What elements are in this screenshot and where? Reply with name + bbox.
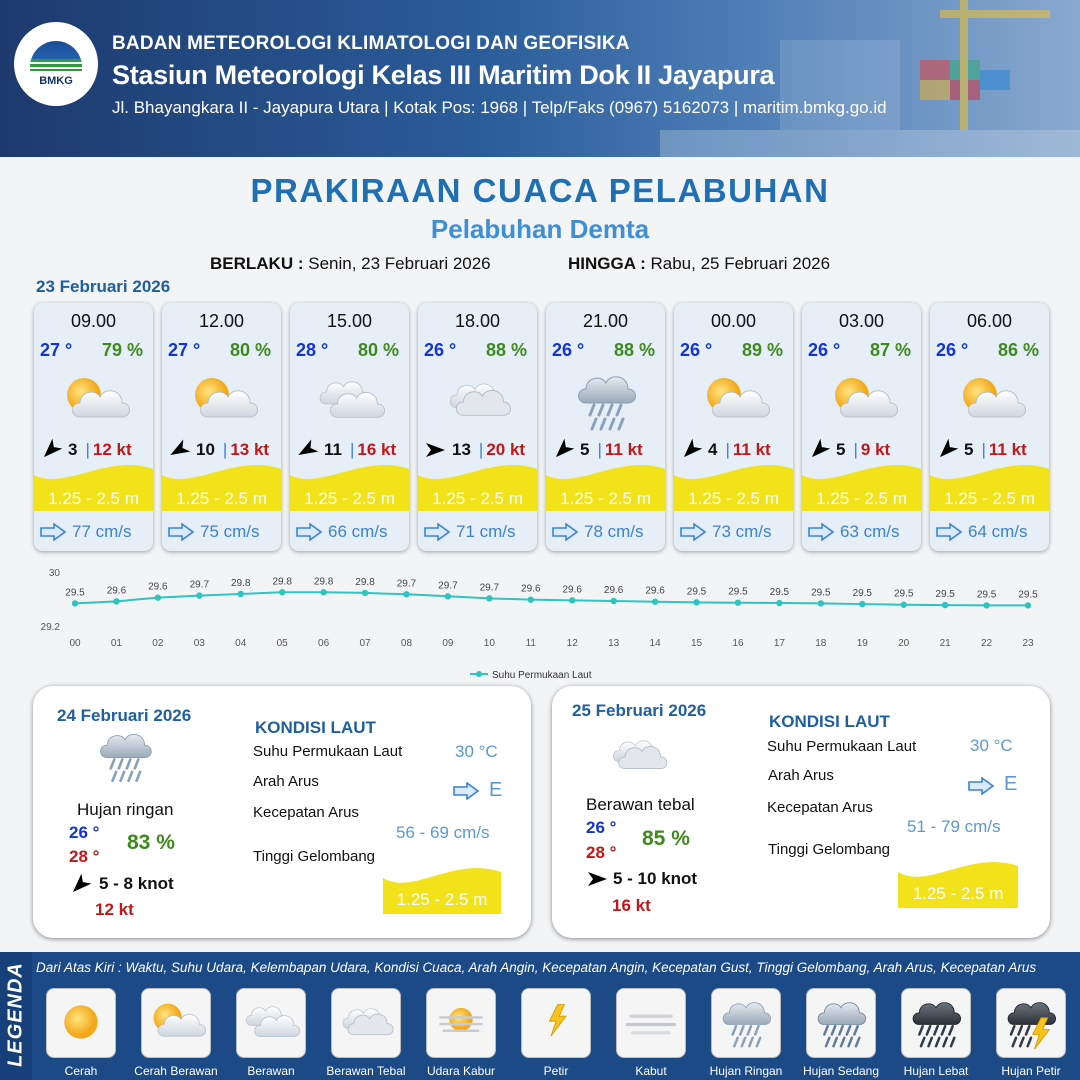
data-point — [445, 593, 451, 599]
x-tick-label: 23 — [1022, 638, 1034, 649]
legend-item-label: Petir — [543, 1064, 569, 1078]
cerah-berawan-icon — [826, 369, 898, 431]
day2-cur-dir: E — [489, 779, 503, 801]
cerah-berawan-icon — [186, 369, 258, 431]
data-label: 29.7 — [189, 579, 210, 591]
air-temperature: 27 ° — [40, 340, 73, 360]
x-tick-label: 02 — [152, 638, 164, 649]
data-label: 29.5 — [852, 588, 872, 600]
x-tick-label: 18 — [815, 638, 827, 649]
hujan-petir-icon — [996, 988, 1066, 1058]
series-line — [75, 592, 1028, 605]
wind-row — [424, 439, 532, 461]
wind-speed: 11 — [324, 440, 342, 459]
forecast-time: 21.00 — [582, 311, 629, 331]
wind-row — [936, 439, 1044, 461]
day2-sea-title: KONDISI LAUT — [255, 718, 376, 737]
sea-surface-temperature-chart — [30, 562, 1060, 686]
day3-current-arrow-icon — [968, 777, 994, 795]
air-temperature: 27 ° — [168, 340, 201, 360]
port-name: Pelabuhan Demta — [430, 214, 650, 244]
current-row — [168, 522, 278, 542]
wind-direction-icon — [168, 439, 190, 461]
day3-gust: 16 kt — [612, 896, 651, 915]
day3-sst-label: Suhu Permukaan Laut — [767, 738, 917, 755]
gust-speed: 12 kt — [92, 440, 132, 459]
data-point — [403, 591, 409, 597]
data-point — [528, 596, 534, 602]
data-label: 29.8 — [231, 577, 251, 589]
petir-icon — [521, 988, 591, 1058]
legend-item-label: Hujan Petir — [1001, 1064, 1061, 1078]
data-label: 29.5 — [893, 588, 914, 600]
x-tick-label: 22 — [981, 638, 993, 649]
data-label: 29.6 — [645, 585, 665, 597]
valid-to-value: Rabu, 25 Februari 2026 — [650, 254, 831, 273]
data-label: 29.5 — [1018, 589, 1038, 601]
data-label: 29.8 — [313, 576, 334, 588]
data-label: 29.6 — [562, 584, 582, 596]
x-tick-label: 17 — [773, 638, 785, 649]
legend-item-label: Hujan Sedang — [802, 1064, 880, 1078]
x-tick-label: 06 — [318, 638, 330, 649]
current-direction-icon — [808, 523, 834, 541]
day2-temp-max: 28 ° — [69, 847, 100, 866]
hourly-card — [546, 303, 665, 551]
day2-wind-arrow-icon — [69, 874, 91, 896]
data-label: 29.5 — [686, 586, 707, 598]
data-point — [72, 600, 78, 606]
current-speed: 73 cm/s — [712, 522, 772, 541]
legend-marker — [476, 671, 482, 677]
current-direction-icon — [936, 523, 962, 541]
gust-speed: 11 kt — [732, 440, 771, 459]
udara-kabur-icon — [426, 988, 496, 1058]
wind-row — [40, 439, 148, 461]
day3-sst: 30 °C — [970, 736, 1013, 755]
wave-height: 1.25 - 2.5 m — [944, 489, 1035, 508]
air-temperature: 26 ° — [808, 340, 841, 360]
data-point — [776, 600, 782, 606]
data-label: 29.8 — [355, 576, 375, 588]
current-speed: 66 cm/s — [328, 522, 388, 541]
day2-date: 24 Februari 2026 — [57, 706, 192, 725]
gust-speed: 11 kt — [988, 440, 1027, 459]
humidity: 80 % — [229, 340, 271, 360]
day3-temp-max: 28 ° — [586, 843, 617, 862]
data-point — [693, 599, 699, 605]
header-banner — [0, 0, 1080, 157]
valid-from — [210, 254, 491, 274]
current-row — [808, 522, 918, 542]
hourly-card — [162, 303, 281, 551]
data-point — [983, 602, 989, 608]
wave-height: 1.25 - 2.5 m — [816, 489, 907, 508]
current-direction-icon — [40, 523, 66, 541]
valid-to-label: HINGGA : — [568, 254, 646, 273]
wind-speed: 5 — [836, 440, 846, 459]
wind-speed: 10 — [196, 440, 215, 459]
separator: | — [725, 440, 730, 459]
data-label: 29.5 — [811, 587, 831, 599]
data-label: 29.6 — [603, 585, 624, 597]
data-label: 29.6 — [521, 583, 541, 595]
station-name: Stasiun Meteorologi Kelas III Maritim Dok II Jayapura — [112, 60, 775, 90]
day2-wave-height: 1.25 - 2.5 m — [396, 890, 488, 909]
legend-title: LEGENDA — [4, 962, 27, 1067]
day3-panel — [552, 686, 1050, 938]
legend-item-label: Hujan Lebat — [903, 1064, 969, 1078]
day3-wave-height: 1.25 - 2.5 m — [912, 884, 1004, 903]
current-row — [424, 522, 534, 542]
x-tick-label: 01 — [110, 638, 122, 649]
separator: | — [981, 440, 986, 459]
data-point — [320, 589, 326, 595]
valid-from-label: BERLAKU : — [210, 254, 304, 273]
data-point — [942, 602, 948, 608]
station-address: Jl. Bhayangkara II - Jayapura Utara | Kotak Pos: 1968 | Telp/Faks (0967) 5162073 | maritim.bmkg.go.id — [112, 98, 887, 117]
x-tick-label: 14 — [649, 638, 661, 649]
data-point — [196, 592, 202, 598]
data-point — [818, 600, 824, 606]
day3-cur-speed-label: Kecepatan Arus — [767, 799, 873, 816]
data-point — [735, 600, 741, 606]
data-label: 29.5 — [935, 589, 955, 601]
current-speed: 64 cm/s — [968, 522, 1028, 541]
day2-gust: 12 kt — [95, 900, 134, 919]
air-temperature: 26 ° — [424, 340, 457, 360]
hourly-card — [34, 303, 153, 551]
day2-wind-speed: 5 - 8 knot — [99, 874, 174, 893]
forecast-time: 03.00 — [838, 311, 885, 331]
day3-wind-arrow-icon — [586, 868, 608, 890]
wind-direction-icon — [680, 439, 702, 461]
day3-sea-title: KONDISI LAUT — [769, 712, 890, 731]
humidity: 86 % — [997, 340, 1039, 360]
legend-item-label: Berawan — [247, 1064, 295, 1078]
current-speed: 78 cm/s — [584, 522, 644, 541]
current-row — [296, 522, 406, 542]
air-temperature: 28 ° — [296, 340, 329, 360]
page-title: PRAKIRAAN CUACA PELABUHAN — [250, 172, 830, 209]
x-tick-label: 16 — [732, 638, 744, 649]
legend-description: Dari Atas Kiri : Waktu, Suhu Udara, Kelembapan Udara, Kondisi Cuaca, Arah Angin, Kecepatan Angin, Kecepatan Gust, Tinggi Gelombang, Arah Arus, Kecepatan Arus — [36, 960, 1037, 975]
cerah-berawan-icon — [58, 369, 130, 431]
day3-date: 25 Februari 2026 — [572, 701, 707, 720]
wind-speed: 13 — [452, 440, 471, 459]
day3-cur-dir: E — [1004, 773, 1018, 795]
current-direction-icon — [296, 523, 322, 541]
legend-item-label: Udara Kabur — [426, 1064, 496, 1078]
cerah-berawan-icon — [698, 369, 770, 431]
wind-direction-icon — [424, 439, 446, 461]
gust-speed: 13 kt — [230, 440, 270, 459]
x-tick-label: 10 — [483, 638, 495, 649]
x-tick-label: 12 — [566, 638, 578, 649]
data-point — [113, 598, 119, 604]
humidity: 88 % — [613, 340, 655, 360]
legend-item-label: Cerah Berawan — [134, 1064, 218, 1078]
wind-row — [168, 439, 276, 461]
x-tick-label: 11 — [525, 638, 536, 649]
data-label: 29.8 — [272, 576, 292, 588]
current-direction-icon — [424, 523, 450, 541]
data-point — [859, 601, 865, 607]
data-point — [486, 595, 492, 601]
legend-item-label: Kabut — [635, 1064, 667, 1078]
data-label: 29.7 — [479, 582, 500, 594]
y-tick-label: 30 — [48, 568, 60, 579]
wind-direction-icon — [40, 439, 62, 461]
x-tick-label: 19 — [856, 638, 868, 649]
wind-direction-icon — [296, 439, 318, 461]
wind-direction-icon — [808, 439, 830, 461]
berawan-tebal-icon — [331, 988, 401, 1058]
separator: | — [853, 440, 858, 459]
data-label: 29.6 — [148, 581, 168, 593]
wind-row — [808, 439, 916, 461]
humidity: 89 % — [741, 340, 783, 360]
separator: | — [222, 440, 228, 459]
valid-to — [568, 254, 830, 274]
wave-height: 1.25 - 2.5 m — [688, 489, 779, 508]
hourly-card — [290, 303, 409, 551]
data-point — [900, 602, 906, 608]
air-temperature: 26 ° — [936, 340, 969, 360]
x-tick-label: 21 — [939, 638, 951, 649]
x-tick-label: 20 — [898, 638, 910, 649]
separator: | — [85, 440, 90, 459]
data-label: 29.7 — [438, 580, 458, 592]
data-label: 29.5 — [976, 589, 997, 601]
x-tick-label: 03 — [193, 638, 205, 649]
day3-wind-speed: 5 - 10 knot — [613, 869, 698, 888]
humidity: 87 % — [869, 340, 911, 360]
forecast-time: 00.00 — [710, 311, 757, 331]
day3-humidity: 85 % — [642, 827, 690, 850]
wind-speed: 5 — [964, 440, 974, 459]
data-point — [362, 590, 368, 596]
forecast-time: 06.00 — [966, 311, 1013, 331]
valid-from-value: Senin, 23 Februari 2026 — [308, 254, 491, 273]
legend-item-label: Cerah — [64, 1064, 98, 1078]
x-tick-label: 08 — [400, 638, 413, 649]
legend-item-label: Berawan Tebal — [326, 1064, 406, 1078]
current-direction-icon — [680, 523, 706, 541]
day2-humidity: 83 % — [127, 831, 175, 854]
x-tick-label: 13 — [608, 638, 620, 649]
cerah-berawan-icon — [954, 369, 1026, 431]
data-point — [652, 599, 658, 605]
data-label: 29.6 — [106, 585, 127, 597]
berawan-tebal-icon — [442, 369, 514, 431]
day3-temp-min: 26 ° — [586, 818, 617, 837]
current-row — [936, 522, 1046, 542]
current-speed: 71 cm/s — [456, 522, 516, 541]
day3-cur-dir-label: Arah Arus — [768, 767, 834, 784]
forecast-time: 18.00 — [454, 311, 501, 331]
current-row — [552, 522, 662, 542]
day3-cur-speed: 51 - 79 cm/s — [907, 817, 1001, 836]
gust-speed: 9 kt — [860, 440, 891, 459]
humidity: 88 % — [485, 340, 527, 360]
gust-speed: 16 kt — [357, 440, 397, 459]
data-point — [155, 594, 161, 600]
berawan-tebal-icon — [606, 726, 670, 784]
current-row — [680, 522, 790, 542]
x-tick-label: 05 — [276, 638, 288, 649]
data-point — [238, 591, 244, 597]
gust-speed: 20 kt — [486, 440, 526, 459]
separator: | — [478, 440, 484, 459]
wind-speed: 5 — [580, 440, 590, 459]
current-direction-icon — [552, 523, 578, 541]
wave-height: 1.25 - 2.5 m — [48, 489, 139, 508]
data-label: 29.5 — [728, 586, 748, 598]
cerah-icon — [46, 988, 116, 1058]
current-speed: 77 cm/s — [72, 522, 132, 541]
day2-cur-speed: 56 - 69 cm/s — [396, 823, 490, 842]
data-label: 29.5 — [769, 587, 790, 599]
wind-direction-icon — [936, 439, 958, 461]
x-tick-label: 00 — [69, 638, 81, 649]
day3-condition: Berawan tebal — [586, 795, 695, 814]
wind-row — [552, 439, 660, 461]
air-temperature: 26 ° — [552, 340, 585, 360]
current-row — [40, 522, 150, 542]
wind-direction-icon — [552, 439, 574, 461]
forecast-time: 15.00 — [326, 311, 373, 331]
day2-wave-label: Tinggi Gelombang — [253, 848, 376, 865]
hujan-lebat-icon — [901, 988, 971, 1058]
bmkg-emblem-icon — [30, 41, 82, 71]
day2-condition: Hujan ringan — [77, 800, 174, 819]
berawan-icon — [236, 988, 306, 1058]
day1-date: 23 Februari 2026 — [36, 277, 171, 296]
day2-cur-dir-label: Arah Arus — [253, 773, 319, 790]
wind-speed: 3 — [68, 440, 78, 459]
x-tick-label: 15 — [690, 638, 703, 649]
forecast-time: 09.00 — [70, 311, 117, 331]
day3-wave-label: Tinggi Gelombang — [768, 841, 891, 858]
hourly-card — [930, 303, 1049, 551]
humidity: 79 % — [101, 340, 143, 360]
y-tick-label: 29.2 — [40, 622, 60, 633]
legend-label: Suhu Permukaan Laut — [492, 670, 592, 681]
hujan-sedang-icon — [806, 988, 876, 1058]
wind-row — [680, 439, 788, 461]
data-point — [610, 598, 616, 604]
legend-item-label: Hujan Ringan — [709, 1064, 783, 1078]
hourly-card — [674, 303, 793, 551]
day2-sst-label: Suhu Permukaan Laut — [253, 743, 403, 760]
data-point — [569, 597, 575, 603]
humidity: 80 % — [357, 340, 399, 360]
day2-sst: 30 °C — [455, 742, 498, 761]
forecast-time: 12.00 — [198, 311, 245, 331]
x-tick-label: 09 — [442, 638, 454, 649]
bmkg-logo — [14, 22, 98, 106]
gust-speed: 11 kt — [604, 440, 643, 459]
hourly-card — [418, 303, 537, 551]
kabut-icon — [616, 988, 686, 1058]
day2-temp-min: 26 ° — [69, 823, 100, 842]
day2-cur-speed-label: Kecepatan Arus — [253, 804, 359, 821]
x-tick-label: 04 — [235, 638, 247, 649]
berawan-icon — [314, 369, 386, 431]
agency-name: BADAN METEOROLOGI KLIMATOLOGI DAN GEOFISIKA — [112, 33, 630, 54]
day2-panel — [33, 686, 531, 938]
separator: | — [349, 440, 355, 459]
x-tick-label: 07 — [359, 638, 371, 649]
current-speed: 63 cm/s — [840, 522, 900, 541]
day2-current-arrow-icon — [453, 782, 479, 800]
wave-height: 1.25 - 2.5 m — [176, 489, 267, 508]
current-speed: 75 cm/s — [200, 522, 260, 541]
hourly-card — [802, 303, 921, 551]
wind-speed: 4 — [708, 440, 718, 459]
air-temperature: 26 ° — [680, 340, 713, 360]
data-point — [279, 589, 285, 595]
data-point — [1025, 602, 1031, 608]
separator: | — [597, 440, 602, 459]
wave-height: 1.25 - 2.5 m — [560, 489, 651, 508]
wave-height: 1.25 - 2.5 m — [304, 489, 395, 508]
wave-height: 1.25 - 2.5 m — [432, 489, 523, 508]
logo-text: BMKG — [39, 75, 73, 87]
data-label: 29.5 — [65, 587, 85, 599]
hujan-ringan-icon — [570, 369, 642, 431]
cerah-berawan-icon — [141, 988, 211, 1058]
hujan-ringan-icon — [711, 988, 781, 1058]
hujan-ringan-icon — [93, 726, 157, 786]
current-direction-icon — [168, 523, 194, 541]
data-label: 29.7 — [396, 578, 417, 590]
wind-row — [296, 439, 404, 461]
